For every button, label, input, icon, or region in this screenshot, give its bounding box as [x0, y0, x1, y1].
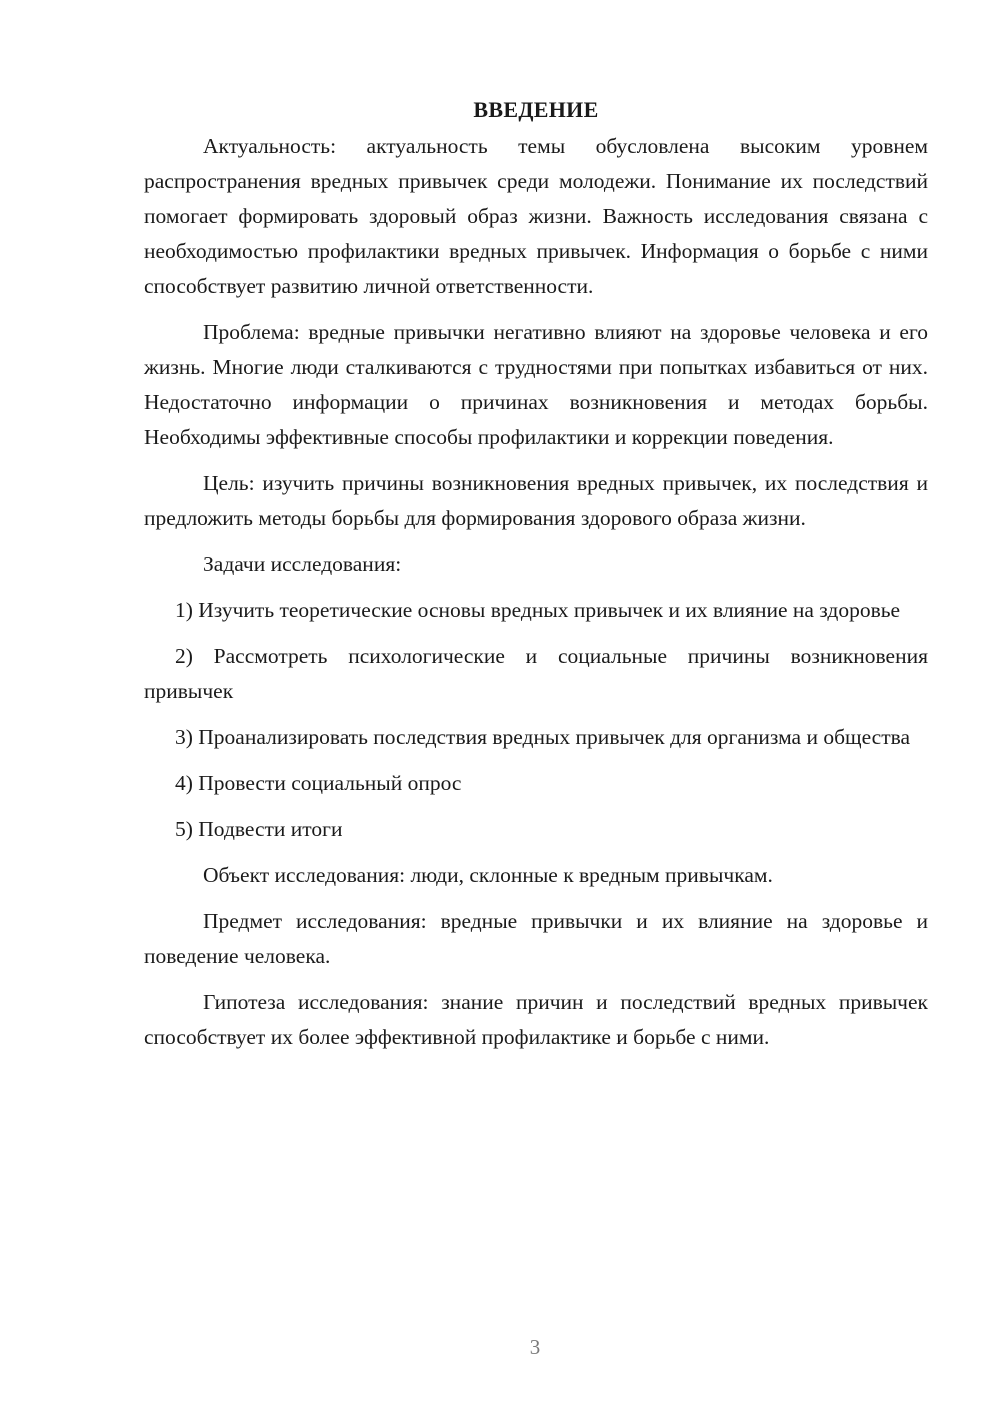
paragraph-gap [144, 755, 928, 766]
problem-paragraph: Проблема: вредные привычки негативно влияют на здоровье человека и его жизнь. Многие люди сталкиваются с трудностями при попытках избавиться от них. Недостаточно информации о причинах возникновения и методах борьбы. Необходимы эффективные способы профилактики и коррекции поведения. [144, 320, 928, 449]
task-item-4: 4) Провести социальный опрос [175, 771, 462, 795]
subject-paragraph: Предмет исследования: вредные привычки и их влияние на здоровье и поведение человека. [144, 909, 928, 968]
paragraph-gap [144, 455, 928, 466]
section-title: ВВЕДЕНИЕ [473, 97, 599, 122]
paragraph-gap [144, 709, 928, 720]
paragraph-gap [144, 582, 928, 593]
paragraph-gap [144, 304, 928, 315]
object-paragraph: Объект исследования: люди, склонные к вредным привычкам. [203, 863, 773, 887]
page-number: 3 [529, 1335, 541, 1359]
document-page [144, 92, 928, 1055]
goal-paragraph: Цель: изучить причины возникновения вредных привычек, их последствия и предложить методы борьбы для формирования здорового образа жизни. [144, 471, 928, 530]
paragraph-gap [144, 974, 928, 985]
task-item-3: 3) Проанализировать последствия вредных привычек для организма и общества [175, 725, 911, 749]
task-item-2: 2) Рассмотреть психологические и социальные причины возникновения привычек [144, 644, 928, 703]
paragraph-gap [144, 847, 928, 858]
paragraph-gap [144, 628, 928, 639]
relevance-paragraph: Актуальность: актуальность темы обусловлена высоким уровнем распространения вредных привычек среди молодежи. Понимание их последствий помогает формировать здоровый образ жизни. Важность исследования связана с необходимостью профилактики вредных привычек. Информация о борьбе с ними способствует развитию личной ответственности. [144, 134, 928, 298]
paragraph-gap [144, 801, 928, 812]
task-item-5: 5) Подвести итоги [175, 817, 343, 841]
hypothesis-paragraph: Гипотеза исследования: знание причин и последствий вредных привычек способствует их более эффективной профилактике и борьбе с ними. [144, 990, 928, 1049]
paragraph-gap [144, 893, 928, 904]
task-item-1: 1) Изучить теоретические основы вредных привычек и их влияние на здоровье [175, 598, 901, 622]
tasks-heading: Задачи исследования: [203, 552, 402, 576]
paragraph-gap [144, 536, 928, 547]
